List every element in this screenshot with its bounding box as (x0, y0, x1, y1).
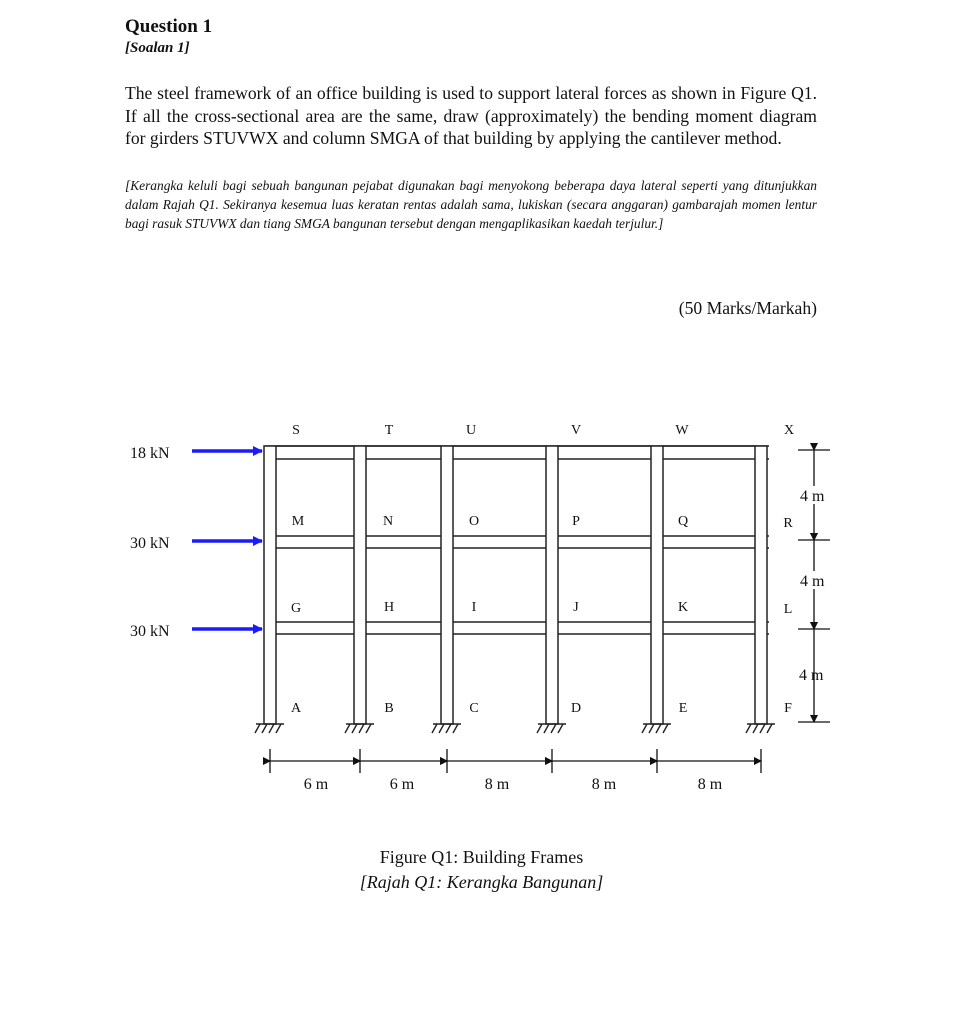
question-body-english: The steel framework of an office building is used to support lateral forces as shown in Figure Q1. If all the cross-sectional area are the same, draw (approximately) the bending moment diagram for girders STUVWX and column SMGA of that building by applying the cantilever method. (125, 83, 817, 149)
node-label-roof: X (783, 423, 795, 438)
node-label-roof: W (675, 423, 689, 438)
node-label-level1: L (783, 602, 793, 617)
bay-dimensions (270, 749, 761, 773)
storey-height-label: 4 m (799, 667, 824, 684)
node-label-level2: M (291, 514, 305, 529)
node-label-roof: S (292, 423, 300, 438)
node-label-level2: N (382, 514, 394, 529)
support-E (642, 724, 671, 733)
node-label-base: A (290, 701, 302, 716)
load-label-roof: 18 kN (130, 445, 170, 462)
node-label-level2: Q (677, 514, 689, 529)
fixed-supports (255, 724, 775, 733)
node-label-roof: V (570, 423, 582, 438)
marks-label: (50 Marks/Markah) (678, 298, 817, 318)
node-label-level1: G (290, 601, 302, 616)
node-label-level2: R (783, 516, 793, 531)
node-label-level2: O (468, 514, 480, 529)
node-label-level1: J (573, 600, 579, 615)
node-label-base: B (384, 701, 394, 716)
question-title: Question 1 (125, 16, 213, 37)
support-A (255, 724, 284, 733)
bay-width-label: 8 m (484, 776, 510, 793)
node-label-roof: U (465, 423, 477, 438)
node-label-roof: T (384, 423, 394, 438)
node-label-base: D (570, 701, 582, 716)
node-label-level2: P (572, 514, 580, 529)
node-label-base: E (678, 701, 688, 716)
figure-caption-english: Figure Q1: Building Frames (379, 847, 584, 867)
node-label-base: F (784, 701, 792, 716)
load-arrows (192, 451, 262, 629)
node-label-level1: K (677, 600, 689, 615)
storey-height-label: 4 m (800, 488, 825, 505)
columns (264, 446, 767, 724)
load-label-level1: 30 kN (130, 623, 170, 640)
load-label-level2: 30 kN (130, 535, 170, 552)
question-body-malay: [Kerangka keluli bagi sebuah bangunan pejabat digunakan bagi menyokong beberapa daya lateral seperti yang ditunjukkan dalam Rajah Q1. Sekiranya kesemua luas keratan rentas adalah sama, lukiskan (secara anggaran) gambarajah momen lentur bagi rasuk STUVWX dan tiang SMGA bangunan tersebut dengan mengaplikasikan kaedah terjulur.] (125, 178, 817, 231)
node-label-level1: I (471, 600, 477, 615)
figure-caption-malay: [Rajah Q1: Kerangka Bangunan] (359, 872, 604, 892)
node-label-level1: H (383, 600, 395, 615)
bay-width-label: 6 m (303, 776, 329, 793)
bay-width-label: 8 m (591, 776, 617, 793)
bay-width-label: 6 m (389, 776, 415, 793)
support-C (432, 724, 461, 733)
node-label-base: C (469, 701, 479, 716)
question-subtitle: [Soalan 1] (125, 40, 190, 56)
girders (265, 446, 769, 634)
bay-width-label: 8 m (697, 776, 723, 793)
storey-height-label: 4 m (800, 573, 825, 590)
support-F (746, 724, 775, 733)
support-D (537, 724, 566, 733)
support-B (345, 724, 374, 733)
